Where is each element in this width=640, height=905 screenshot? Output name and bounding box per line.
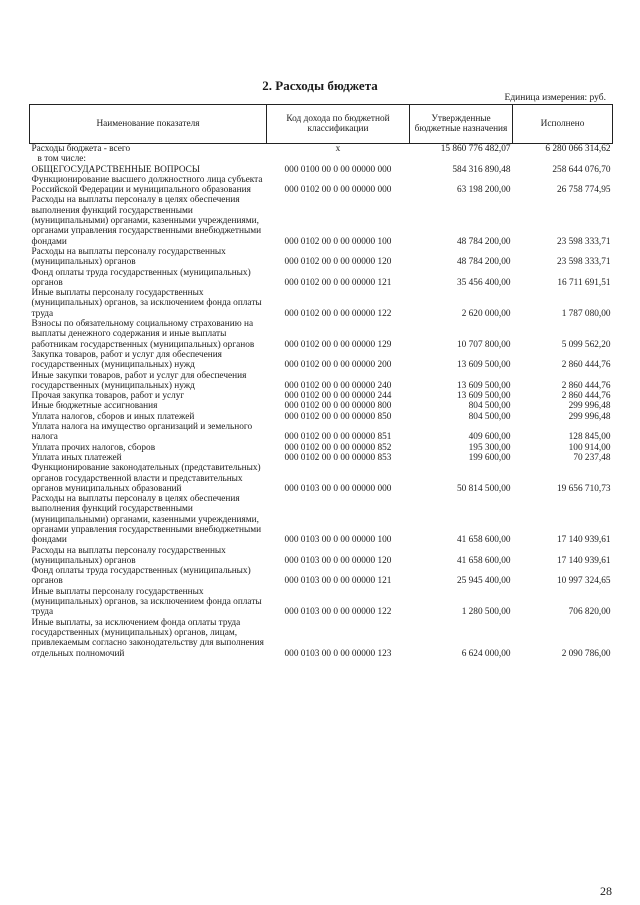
row-executed: 16 711 691,51 <box>557 277 611 288</box>
row-code: 000 0102 00 0 00 00000 120 <box>284 257 392 268</box>
row-code: x <box>335 144 341 154</box>
row-name: в том числе: <box>37 154 86 165</box>
row-executed: 17 140 939,61 <box>557 535 611 546</box>
row-approved: 6 624 000,00 <box>461 648 511 659</box>
row-code: 000 0103 00 0 00 00000 121 <box>284 576 392 587</box>
table-row <box>30 453 613 463</box>
table-row <box>30 401 613 411</box>
row-approved: 13 609 500,00 <box>457 360 511 371</box>
row-approved: 48 784 200,00 <box>457 236 511 247</box>
page-number: 28 <box>600 884 612 898</box>
row-code: 000 0102 00 0 00 00000 852 <box>284 442 392 453</box>
row-name: Прочая закупка товаров, работ и услуг <box>31 391 185 402</box>
row-code: 000 0102 00 0 00 00000 100 <box>284 236 392 247</box>
row-name: Иные выплаты персоналу государственных (муниципальных) органов, за исключением фонда оплаты труда <box>31 586 262 618</box>
row-code: 000 0102 00 0 00 00000 853 <box>284 452 392 463</box>
table-row <box>30 412 613 422</box>
row-executed: 299 996,48 <box>568 411 611 422</box>
row-name: Уплата налога на имущество организаций и земельного налога <box>31 422 253 443</box>
row-approved: 41 658 600,00 <box>457 535 511 546</box>
row-code: 000 0102 00 0 00 00000 240 <box>284 380 392 391</box>
row-approved: 1 280 500,00 <box>461 607 511 618</box>
table-header-row <box>30 105 613 144</box>
table-row <box>30 587 613 618</box>
row-approved: 15 860 776 482,07 <box>440 144 511 154</box>
row-executed: 100 914,00 <box>568 442 611 453</box>
row-executed: 70 237,48 <box>573 452 611 463</box>
table-row <box>30 463 613 494</box>
row-approved: 195 300,00 <box>468 442 511 453</box>
row-code: 000 0102 00 0 00 00000 200 <box>284 360 392 371</box>
row-executed: 5 099 562,20 <box>561 339 611 350</box>
row-executed: 2 860 444,76 <box>561 360 611 371</box>
row-executed: 19 656 710,73 <box>557 483 611 494</box>
units-label: Единица измерения: руб. <box>504 93 606 103</box>
row-approved: 199 600,00 <box>468 452 511 463</box>
row-approved: 25 945 400,00 <box>457 576 511 587</box>
row-code: 000 0103 00 0 00 00000 122 <box>284 607 392 618</box>
row-name: Иные закупки товаров, работ и услуг для обеспечения государственных (муниципальных) нужд <box>31 370 247 391</box>
row-name: Иные выплаты, за исключением фонда оплаты труда государственных (муниципальных) органов, лицам, привлекаемым согласно законодательству для выполнения отдельных полномочий <box>31 617 264 659</box>
row-name: Иные выплаты персоналу государственных (муниципальных) органов, за исключением фонда оплаты труда <box>31 288 262 319</box>
row-approved: 804 500,00 <box>468 401 511 412</box>
row-code: 000 0102 00 0 00 00000 122 <box>284 308 392 319</box>
row-code: 000 0103 00 0 00 00000 100 <box>284 535 392 546</box>
table-row <box>30 288 613 319</box>
row-executed: 1 787 080,00 <box>561 308 611 319</box>
row-name: Фонд оплаты труда государственных (муниципальных) органов <box>31 566 251 587</box>
row-name: Закупка товаров, работ и услуг для обеспечения государственных (муниципальных) нужд <box>31 349 222 371</box>
header-code: Код дохода по бюджетной классификации <box>267 105 410 144</box>
table-row <box>30 195 613 246</box>
row-executed: 23 598 333,71 <box>557 257 611 268</box>
header-approved: Утвержденные бюджетные назначения <box>410 105 513 144</box>
row-executed: 2 860 444,76 <box>561 391 611 402</box>
row-executed: 26 758 774,95 <box>557 185 611 196</box>
row-name: Уплата иных платежей <box>31 452 122 463</box>
row-code: 000 0103 00 0 00 00000 123 <box>284 648 392 659</box>
row-code: 000 0103 00 0 00 00000 120 <box>284 555 392 566</box>
table-row <box>30 422 613 443</box>
table-row <box>30 566 613 587</box>
row-approved: 804 500,00 <box>468 411 511 422</box>
row-approved: 10 707 800,00 <box>457 339 511 350</box>
table-row <box>30 154 613 164</box>
row-name: Расходы на выплаты персоналу государственных (муниципальных) органов <box>31 246 226 268</box>
row-name: Расходы на выплаты персоналу в целях обеспечения выполнения функций государственными (муниципальными) органами, казенными учреждениями, органами управления государственными внебюджетными фондами <box>31 195 262 247</box>
row-executed: 2 090 786,00 <box>561 648 611 659</box>
row-name: Расходы на выплаты персоналу в целях обеспечения выполнения функций государственными (муниципальными) органами, казенными учреждениями, органами управления государственными внебюджетными фондами <box>31 494 262 546</box>
row-approved: 2 620 000,00 <box>461 308 511 319</box>
row-name: Уплата налогов, сборов и иных платежей <box>31 411 195 422</box>
row-approved: 13 609 500,00 <box>457 391 511 402</box>
row-executed: 23 598 333,71 <box>557 236 611 247</box>
row-name: Функционирование законодательных (представительных) органов государственной власти и представительных органов муниципальных образований <box>31 463 261 494</box>
table-row <box>30 319 613 350</box>
row-name: Иные бюджетные ассигнования <box>31 401 158 412</box>
row-executed: 299 996,48 <box>568 401 611 412</box>
table-row <box>30 165 613 175</box>
row-code: 000 0102 00 0 00 00000 121 <box>284 277 392 288</box>
expenditure-table <box>29 104 613 659</box>
row-name: Уплата прочих налогов, сборов <box>31 442 156 453</box>
row-code <box>267 154 410 164</box>
row-approved: 409 600,00 <box>468 432 511 443</box>
row-executed: 6 280 066 314,62 <box>545 144 611 154</box>
row-code: 000 0100 00 0 00 00000 000 <box>284 164 392 175</box>
row-name: Расходы бюджета - всего <box>31 144 131 154</box>
row-approved: 41 658 600,00 <box>457 555 511 566</box>
row-name: ОБЩЕГОСУДАРСТВЕННЫЕ ВОПРОСЫ <box>31 164 200 175</box>
row-code: 000 0103 00 0 00 00000 000 <box>284 483 392 494</box>
row-approved: 63 198 200,00 <box>457 185 511 196</box>
row-executed: 258 644 076,70 <box>552 164 611 175</box>
row-approved: 584 316 890,48 <box>452 164 511 175</box>
row-executed: 706 820,00 <box>568 607 611 618</box>
row-code: 000 0102 00 0 00 00000 850 <box>284 411 392 422</box>
row-code: 000 0102 00 0 00 00000 000 <box>284 185 392 196</box>
table-row <box>30 443 613 453</box>
row-approved: 13 609 500,00 <box>457 380 511 391</box>
row-code: 000 0102 00 0 00 00000 244 <box>284 391 392 402</box>
row-approved: 48 784 200,00 <box>457 257 511 268</box>
table-row <box>30 350 613 371</box>
row-approved: 35 456 400,00 <box>457 277 511 288</box>
row-code: 000 0102 00 0 00 00000 129 <box>284 339 392 350</box>
header-name: Наименование показателя <box>30 105 267 144</box>
row-approved: 50 814 500,00 <box>457 483 511 494</box>
section-title: 2. Расходы бюджета <box>262 78 378 93</box>
row-executed: 10 997 324,65 <box>557 576 611 587</box>
row-approved <box>410 154 513 164</box>
row-name: Функционирование высшего должностного лица субъекта Российской Федерации и муниципального образования <box>31 174 263 196</box>
row-code: 000 0102 00 0 00 00000 800 <box>284 401 392 412</box>
table-row <box>30 268 613 289</box>
row-executed <box>513 154 613 164</box>
row-code: 000 0102 00 0 00 00000 851 <box>284 432 392 443</box>
row-name: Расходы на выплаты персоналу государственных (муниципальных) органов <box>31 545 226 566</box>
table-row <box>30 618 613 659</box>
table-row <box>30 247 613 268</box>
row-executed: 128 845,00 <box>568 432 611 443</box>
table-row <box>30 546 613 567</box>
header-executed: Исполнено <box>513 105 613 144</box>
row-name: Фонд оплаты труда государственных (муниципальных) органов <box>31 267 251 288</box>
row-executed: 2 860 444,76 <box>561 380 611 391</box>
row-name: Взносы по обязательному социальному страхованию на выплаты денежного содержания и иные выплаты работникам государственных (муниципальных) органов <box>31 319 255 350</box>
table-row <box>30 175 613 196</box>
table-row <box>30 494 613 545</box>
table-row <box>30 144 613 155</box>
row-executed: 17 140 939,61 <box>557 555 611 566</box>
table-row <box>30 391 613 401</box>
table-row <box>30 371 613 392</box>
